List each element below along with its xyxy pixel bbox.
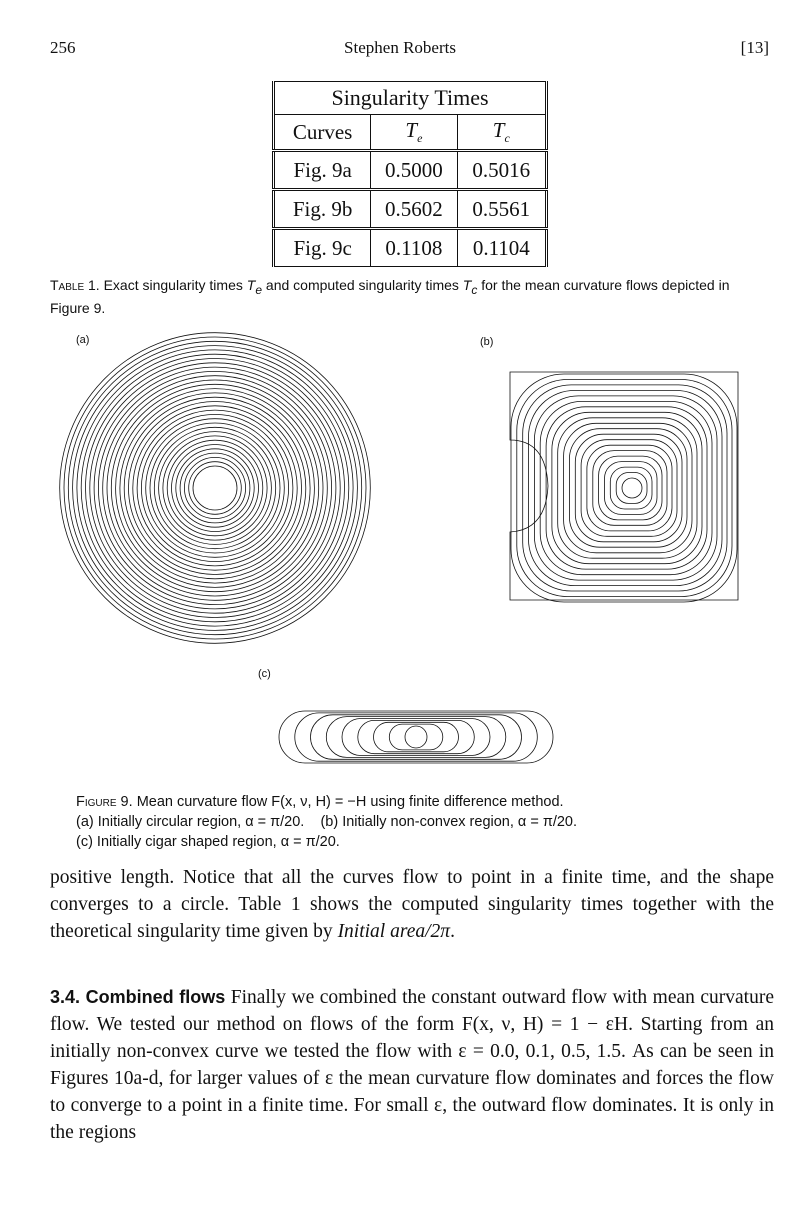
flow-curve	[599, 456, 662, 520]
flow-curve	[146, 419, 285, 558]
table-cell: 0.5561	[457, 190, 546, 229]
flow-curve	[64, 337, 366, 639]
panel-label-b: (b)	[480, 336, 494, 348]
table-cell: 0.5016	[457, 151, 546, 190]
initial-curve	[510, 372, 738, 600]
panel-label-c: (c)	[258, 668, 271, 680]
paragraph-combined-flows: 3.4. Combined flows Finally we combined the constant outward flow with mean curvature flow. We tested our method on flows of the form F(x, ν, H) = 1 − εH. Starting from an initially non-convex curve we tested the flow with ε = 0.0, 0.1, 0.5, 1.5. As can be seen in Figures 10a-d, for larger values of ε the mean curvature flow dominates and forces the flow to converge to a point in a finite time. For small ε, the outward flow dominates. It is only in the regions	[50, 987, 774, 1143]
figure-caption-line-3: (c) Initially cigar shaped region, α = π/20.	[76, 834, 340, 850]
section-heading: 3.4. Combined flows	[50, 987, 226, 1007]
flow-curve	[77, 350, 353, 626]
column-header-te: $T_e$	[371, 115, 457, 151]
column-header-curves: Curves	[274, 115, 371, 151]
flow-curve	[81, 354, 349, 622]
flow-curve	[622, 478, 642, 498]
running-head-author: Stephen Roberts	[344, 38, 456, 57]
panel-label-a: (a)	[76, 334, 90, 346]
flow-curve	[141, 414, 288, 561]
figure-caption-line-2: (a) Initially circular region, α = π/20. (b) Initially non-convex region, α = π/20.	[76, 814, 578, 830]
paragraph-1: positive length. Notice that all the curves flow to point in a finite time, and the shape converges to a circle. Table 1 shows the computed singularity times together with the theoretical singularity time given by Initial area/2π.	[50, 867, 774, 942]
flow-curve	[552, 412, 702, 563]
flow-curve	[154, 427, 275, 548]
table-caption: Table 1. Exact singularity times $T_e$ and computed singularity times $T_c$ for the mean curvature flows depicted in Figure 9.	[50, 277, 730, 316]
flow-curve	[90, 363, 340, 613]
flow-curve	[68, 341, 361, 634]
figure-caption	[76, 792, 776, 852]
flow-curve	[167, 440, 263, 536]
flow-curve	[193, 466, 237, 510]
table-caption-label: Table 1.	[50, 277, 100, 293]
flow-curve	[111, 384, 318, 591]
flow-curve	[326, 717, 506, 758]
flow-curve	[150, 423, 280, 553]
flow-curve	[98, 371, 331, 604]
table-cell: Fig. 9a	[274, 151, 371, 190]
flow-curve	[389, 724, 443, 750]
flow-curve	[558, 418, 697, 558]
flow-curve	[124, 397, 306, 579]
page-number: 256	[50, 38, 76, 57]
panel-c-cigar-flow	[279, 711, 553, 763]
flow-curve	[184, 457, 245, 518]
flow-curve	[189, 462, 242, 515]
column-header-tc: $T_c$	[457, 115, 546, 151]
flow-curve	[103, 376, 328, 601]
citation-number: [13]	[740, 38, 769, 57]
table-cell: 0.1108	[371, 229, 457, 267]
flow-curve	[581, 440, 677, 537]
table-cell: Fig. 9c	[274, 229, 371, 267]
flow-curve	[94, 367, 336, 609]
flow-curve	[133, 406, 297, 570]
flow-curve	[107, 380, 323, 596]
flow-curve	[137, 410, 293, 566]
flow-curve	[374, 722, 459, 752]
panel-a-concentric-circles	[60, 333, 371, 644]
table-cell: 0.5602	[371, 190, 457, 229]
table-cell: 0.5000	[371, 151, 457, 190]
flow-curve	[546, 407, 707, 569]
flow-curve	[358, 720, 475, 753]
flow-curve	[523, 385, 727, 591]
panel-b-nonconvex-flow	[510, 372, 738, 602]
flow-curve	[587, 445, 672, 531]
flow-curve	[163, 436, 267, 540]
flow-curve	[605, 462, 658, 515]
flow-curve	[180, 453, 250, 523]
flow-curve	[405, 726, 427, 748]
flow-curve	[120, 393, 310, 583]
flow-curve	[60, 333, 371, 644]
table-title: Singularity Times	[274, 82, 547, 115]
table-cell: 0.1104	[457, 229, 546, 267]
flow-curve	[176, 449, 254, 527]
figure-caption-line-1: Figure 9. Mean curvature flow F(x, ν, H) = −H using finite difference method.	[76, 794, 564, 810]
table-cell: Fig. 9b	[274, 190, 371, 229]
